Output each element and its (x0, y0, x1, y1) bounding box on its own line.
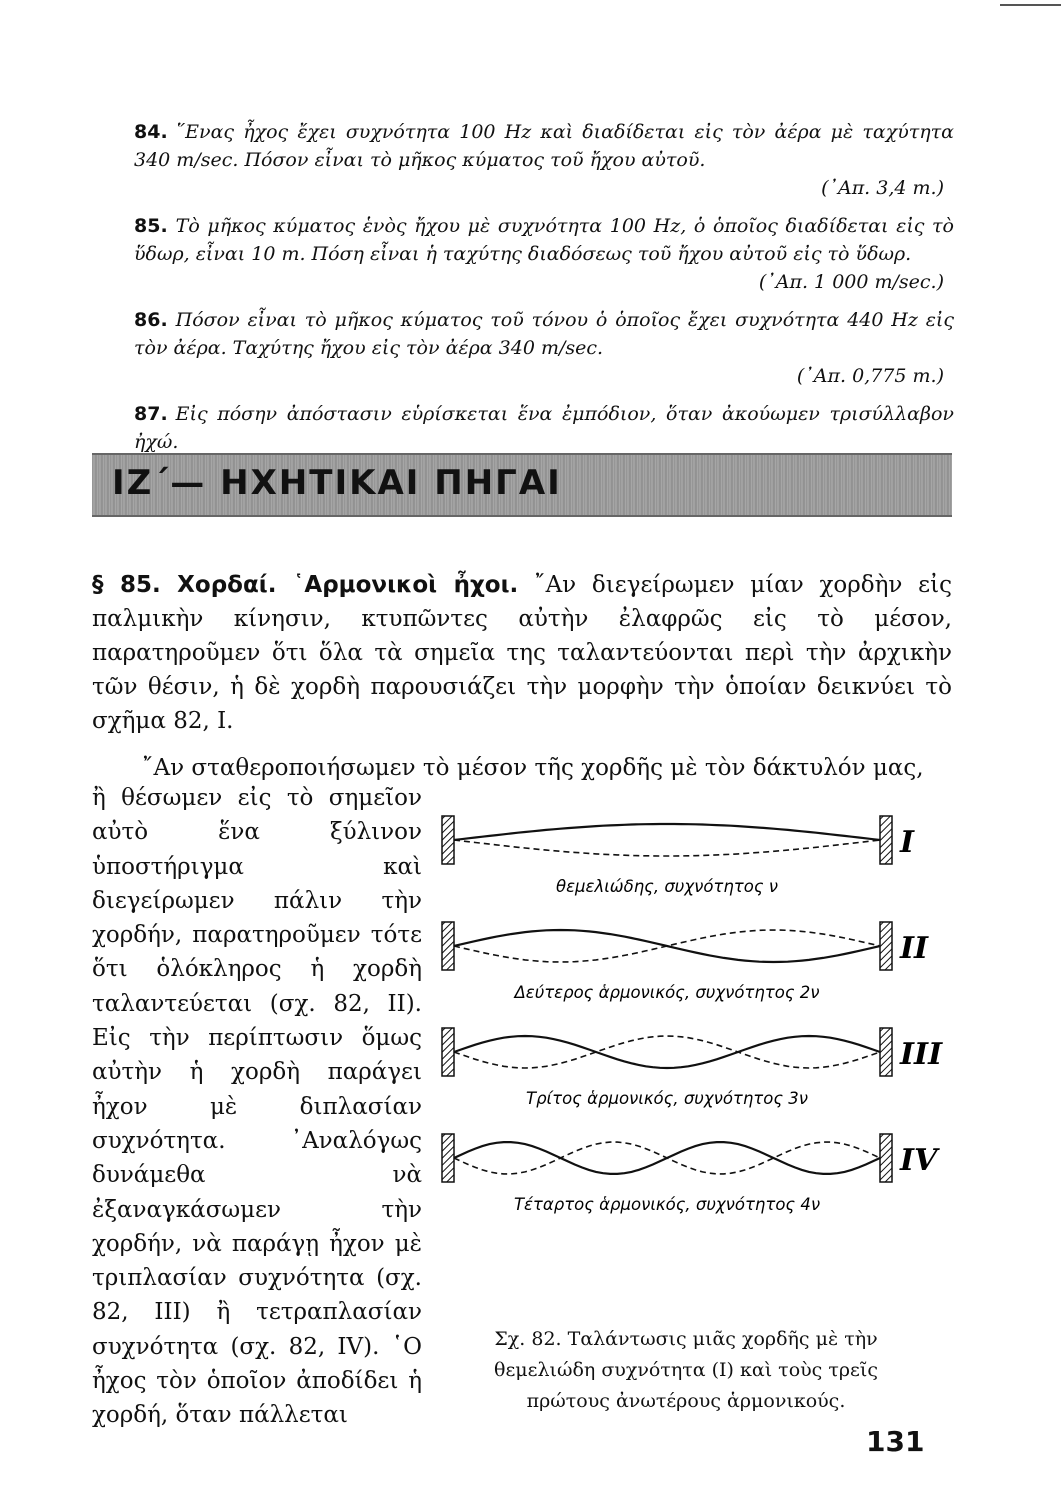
left-clamp (442, 816, 454, 864)
mode-4 (442, 1134, 940, 1214)
problem-answer: (᾽Απ. 0,775 m.) (796, 365, 944, 387)
right-clamp (880, 1028, 892, 1076)
mode-label: IV (900, 1143, 938, 1178)
left-clamp (442, 1134, 454, 1182)
problem-number: 84. (134, 121, 168, 143)
problem-text: Εἰς πόσην ἀπόστασιν εὑρίσκεται ἕνα ἐμπόδιον, ὅταν ἀκούωμεν τρισύλλαβον ἠχώ. (134, 403, 954, 453)
problem-85 (134, 212, 954, 296)
string-dashed (454, 840, 880, 856)
problem-number: 86. (134, 309, 168, 331)
left-clamp (442, 1028, 454, 1076)
page-number: 131 (866, 1425, 925, 1458)
string-dashed (454, 930, 880, 962)
problem-answer: (᾽Απ. 1 000 m/sec.) (758, 271, 944, 293)
section-banner (92, 453, 952, 517)
problem-number: 87. (134, 403, 168, 425)
paragraph-intro (92, 568, 952, 738)
string-modes-figure (432, 800, 943, 1214)
problem-84 (134, 118, 954, 202)
mode-1 (442, 816, 915, 896)
figure-caption: Σχ. 82. Ταλάντωσις μιᾶς χορδῆς μὲ τὴν θεμελιώδη συχνότητα (Ι) καὶ τοὺς τρεῖς πρώτους ἀνωτέρους ἁρμονικούς. (494, 1328, 878, 1412)
paragraph-text: ῎Αν διεγείρωμεν μίαν χορδὴν εἰς παλμικὴν κίνησιν, κτυπῶντες αὐτὴν ἐλαφρῶς εἰς τὸ μέσον, παρατηροῦμεν ὅτι ὅλα τὰ σημεῖα της ταλαντεύονται περὶ τὴν ἀρχικὴν τῶν θέσιν, ἡ δὲ χορδὴ παρουσιάζει τὴν μορφὴν τὴν ὁποίαν δεικνύει τὸ σχῆμα 82, Ι. (92, 572, 952, 734)
string-dashed (454, 1036, 880, 1068)
mode-caption: Τέταρτος ἁρμονικός, συχνότητος 4ν (513, 1195, 821, 1214)
mode-label: III (900, 1037, 943, 1072)
string-solid (454, 1036, 880, 1068)
left-clamp (442, 922, 454, 970)
mode-caption: Τρίτος ἁρμονικός, συχνότητος 3ν (526, 1089, 808, 1108)
problem-answer: (᾽Απ. 3,4 m.) (821, 177, 944, 199)
mode-caption: θεμελιώδης, συχνότητος ν (556, 877, 778, 896)
right-clamp (880, 1134, 892, 1182)
mode-label: II (900, 931, 929, 966)
right-clamp (880, 816, 892, 864)
section-title: ΙΖ΄— ΗΧΗΤΙΚΑΙ ΠΗΓΑΙ (112, 463, 562, 503)
right-clamp (880, 922, 892, 970)
string-solid (454, 824, 880, 840)
mode-2 (442, 922, 929, 1002)
problem-text: Πόσον εἶναι τὸ μῆκος κύματος τοῦ τόνου ὁ ὁποῖος ἔχει συχνότητα 440 Hz εἰς τὸν ἀέρα. Ταχύτης ἤχου εἰς τὸν ἀέρα 340 m/sec. (134, 309, 954, 359)
paragraph-column-text: ἢ θέσωμεν εἰς τὸ σημεῖον αὐτὸ ἕνα ξύλινον ὑποστήριγμα καὶ διεγείρωμεν πάλιν τὴν χορδήν, παρατηροῦμεν τότε ὅτι ὁλόκληρος ἡ χορδὴ ταλαντεύεται (σχ. 82, ΙΙ). Εἰς τὴν περίπτωσιν ὅμως αὐτὴν ἡ χορδὴ παράγει ἦχον μὲ διπλασίαν συχνότητα. ᾽Αναλόγως δυνάμεθα νὰ ἐξαναγκάσωμεν τὴν χορδήν, νὰ παράγῃ ἦχον μὲ τριπλασίαν συχνότητα (σχ. 82, ΙΙΙ) ἢ τετραπλασίαν συχνότητα (σχ. 82, IV). ῾Ο ἦχος τὸν ὁποῖον ἀποδίδει ἡ χορδή, ὅταν πάλλεται (92, 785, 422, 1429)
problem-86 (134, 306, 954, 390)
problem-number: 85. (134, 215, 168, 237)
mode-3 (442, 1028, 943, 1108)
mode-caption: Δεύτερος ἁρμονικός, συχνότητος 2ν (514, 983, 820, 1002)
mode-label: I (900, 825, 915, 860)
problems-list (134, 118, 954, 494)
problem-text: Τὸ μῆκος κύματος ἑνὸς ἤχου μὲ συχνότητα 100 Hz, ὁ ὁποῖος διαδίδεται εἰς τὸ ὕδωρ, εἶναι 10 m. Πόση εἶναι ἡ ταχύτης διαδόσεως τοῦ ἤχου αὐτοῦ εἰς τὸ ὕδωρ. (134, 215, 954, 265)
section-heading: § 85. Χορδαί. ῾Αρμονικοὶ ἦχοι. (92, 572, 519, 598)
corner-rule (1000, 4, 1061, 6)
paragraph-second-start: ῎Αν σταθεροποιήσωμεν τὸ μέσον τῆς χορδῆς μὲ τὸν δάκτυλόν μας, (142, 755, 924, 781)
problem-text: ῞Ενας ἦχος ἔχει συχνότητα 100 Hz καὶ διαδίδεται εἰς τὸν ἀέρα μὲ ταχύτητα 340 m/sec. Πόσον εἶναι τὸ μῆκος κύματος τοῦ ἤχου αὐτοῦ. (134, 121, 954, 171)
string-dashed (454, 1142, 880, 1174)
